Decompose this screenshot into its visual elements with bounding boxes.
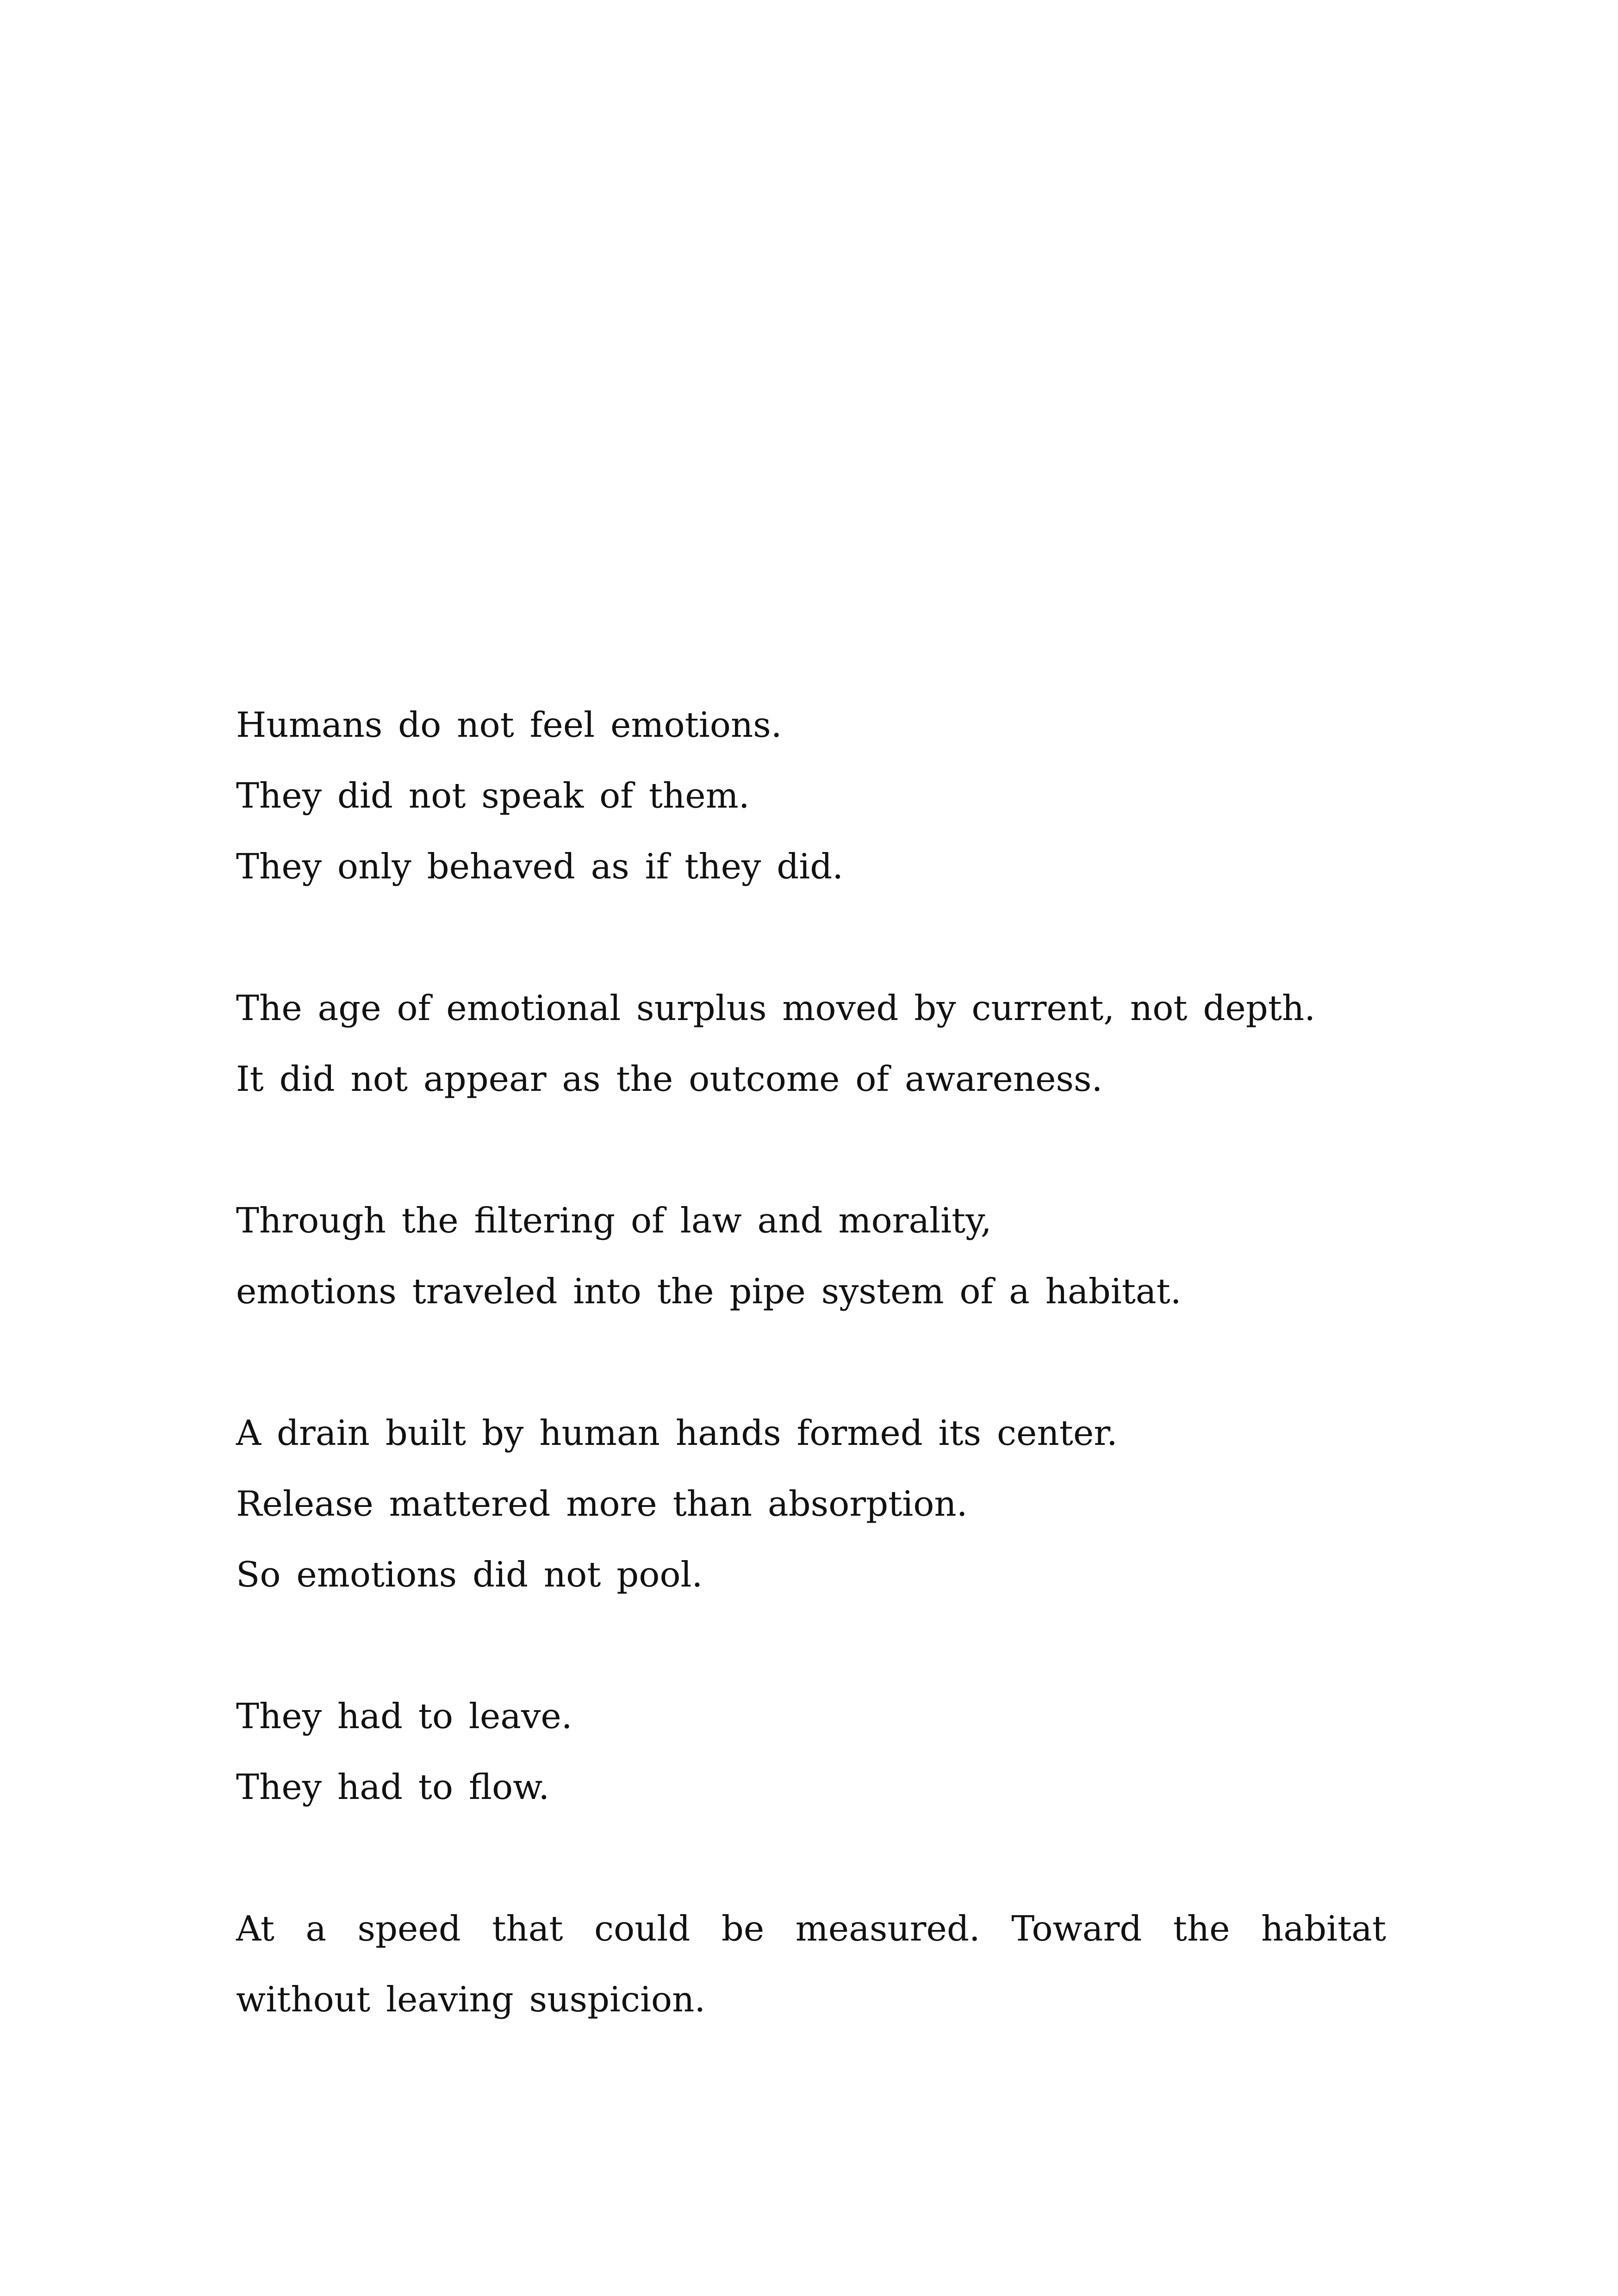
text-line: They had to flow. (236, 1767, 550, 1807)
text-line: They only behaved as if they did. (236, 846, 844, 887)
text-line: So emotions did not pool. (236, 1554, 703, 1595)
stanza-3 (236, 1185, 1386, 1327)
closing-paragraph: At a speed that could be measured. Toward the habitat without leaving suspicion. (236, 1908, 1386, 2020)
text-line: emotions traveled into the pipe system of a habitat. (236, 1271, 1182, 1312)
stanza-1 (236, 690, 1386, 902)
text-line: The age of emotional surplus moved by current, not depth. (236, 988, 1316, 1028)
text-line: Through the filtering of law and morality, (236, 1200, 992, 1241)
text-line: Release mattered more than absorption. (236, 1483, 968, 1524)
text-line: They had to leave. (236, 1696, 573, 1736)
stanza-5 (236, 1681, 1386, 1823)
stanza-2 (236, 973, 1386, 1114)
text-line: Humans do not feel emotions. (236, 704, 782, 745)
stanza-6 (236, 1893, 1386, 2035)
text-line: A drain built by human hands formed its center. (236, 1412, 1118, 1453)
text-line: They did not speak of them. (236, 775, 750, 816)
body-text (236, 690, 1386, 2035)
text-line: It did not appear as the outcome of awareness. (236, 1058, 1103, 1099)
stanza-4 (236, 1398, 1386, 1610)
